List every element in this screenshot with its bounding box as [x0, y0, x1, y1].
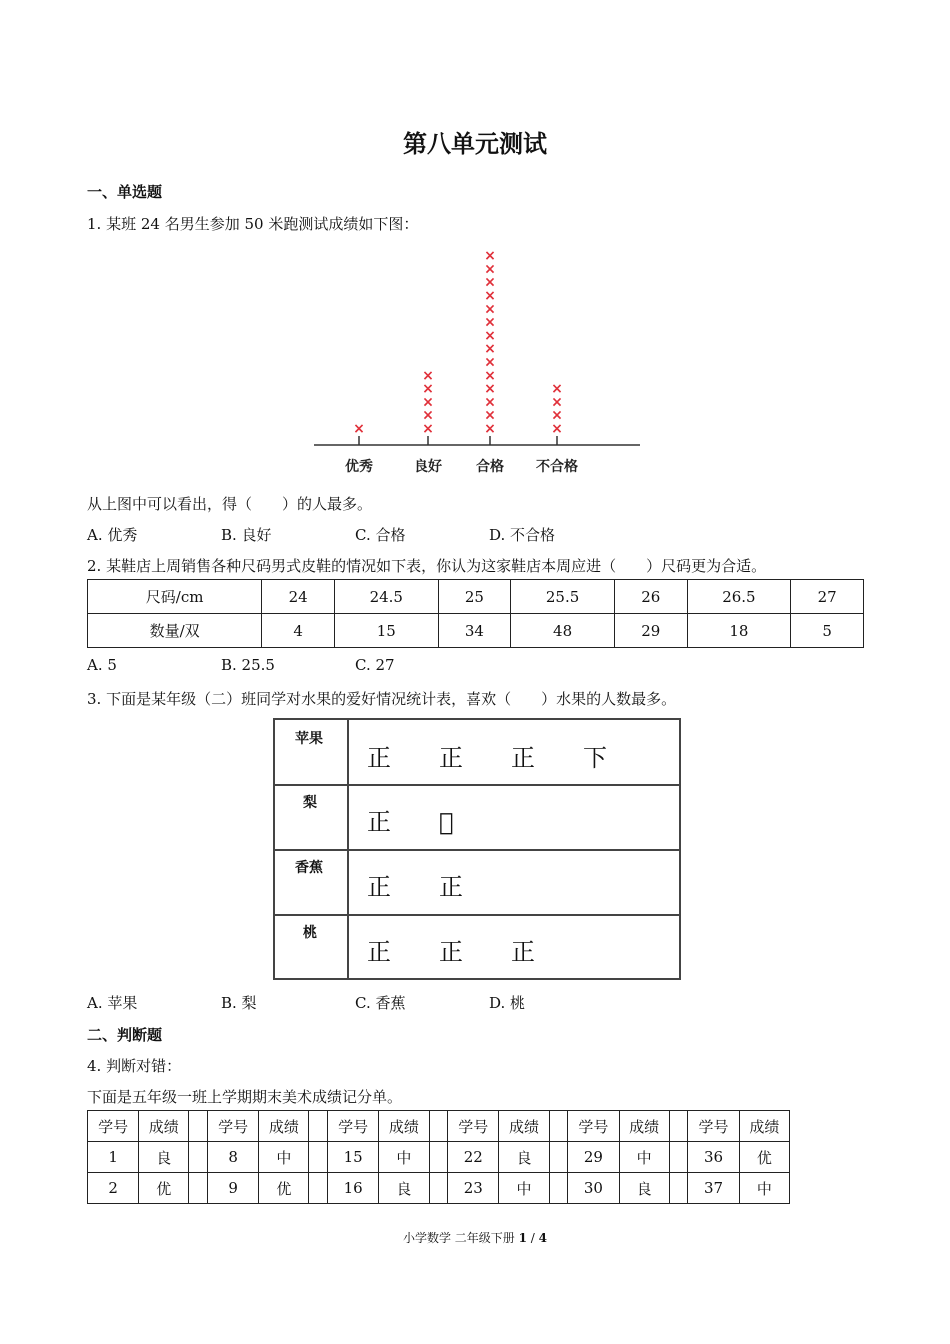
q3-option-a[interactable]: A. 苹果 — [87, 994, 138, 1012]
q3-row-divider — [275, 849, 679, 851]
table-row — [88, 1173, 790, 1204]
q3-fruit-label: 桃 — [303, 925, 317, 941]
table-cell: 2 — [88, 1173, 139, 1204]
table-cell: 8 — [208, 1142, 259, 1173]
section-heading-true-false: 二、判断题 — [87, 1026, 163, 1044]
q3-row-divider — [275, 784, 679, 786]
q1-option-b[interactable]: B. 良好 — [221, 526, 272, 544]
table-row — [88, 580, 864, 614]
spacer-cell — [669, 1173, 688, 1204]
q1-cross-mark: × — [422, 394, 434, 411]
col-header-grade: 成绩 — [259, 1111, 309, 1142]
footer-label: 小学数学 二年级下册 — [402, 1231, 515, 1245]
q1-category-label: 优秀 — [345, 459, 373, 475]
q1-cross-mark: × — [484, 327, 496, 344]
q1-cross-mark: × — [484, 354, 496, 371]
col-header-grade: 成绩 — [379, 1111, 429, 1142]
table-cell: 中 — [379, 1142, 429, 1173]
q3-option-b[interactable]: B. 梨 — [221, 994, 257, 1012]
table-cell: 5 — [791, 614, 864, 648]
spacer-cell — [309, 1173, 328, 1204]
q3-option-d[interactable]: D. 桃 — [489, 994, 526, 1012]
q1-cross-mark: × — [484, 288, 496, 304]
q1-category-label: 不合格 — [536, 459, 578, 475]
q1-cross-mark: × — [484, 394, 496, 411]
spacer-cell — [549, 1173, 568, 1204]
col-header-id: 学号 — [688, 1111, 739, 1142]
col-header-id: 学号 — [448, 1111, 499, 1142]
table-cell: 29 — [568, 1142, 619, 1173]
table-cell: 16 — [328, 1173, 379, 1204]
q1-category-label: 合格 — [476, 459, 504, 475]
q4-text: 4. 判断对错： — [87, 1057, 182, 1075]
footer-page-total: 4 — [538, 1231, 548, 1245]
q2-text: 2. 某鞋店上周销售各种尺码男式皮鞋的情况如下表，你认为这家鞋店本周应进（ ）尺码更为合适。 — [87, 557, 767, 575]
q1-cross-mark: × — [353, 421, 365, 437]
table-cell: 23 — [448, 1173, 499, 1204]
spacer-cell — [669, 1142, 688, 1173]
table-cell: 29 — [614, 614, 687, 648]
table-cell: 25 — [438, 580, 511, 614]
table-row — [88, 614, 864, 648]
q3-tally-marks: 正 正 正 下 — [367, 744, 619, 772]
col-header-id: 学号 — [88, 1111, 139, 1142]
table-cell: 18 — [687, 614, 791, 648]
q2-option-b[interactable]: B. 25.5 — [221, 656, 275, 674]
table-cell: 34 — [438, 614, 511, 648]
table-cell: 36 — [688, 1142, 739, 1173]
table-cell: 优 — [739, 1142, 789, 1173]
q2-size-table — [87, 579, 864, 648]
q1-option-a[interactable]: A. 优秀 — [87, 526, 138, 544]
q1-option-d[interactable]: D. 不合格 — [489, 526, 556, 544]
q1-cross-mark: × — [484, 341, 496, 358]
q2-option-a[interactable]: A. 5 — [87, 656, 117, 674]
table-cell: 37 — [688, 1173, 739, 1204]
q3-option-c[interactable]: C. 香蕉 — [355, 994, 406, 1012]
table-cell: 4 — [262, 614, 335, 648]
page-footer — [0, 1229, 950, 1246]
spacer-cell — [429, 1111, 448, 1142]
q1-cross-mark: × — [551, 407, 563, 424]
table-cell: 良 — [619, 1173, 669, 1204]
q3-text: 3. 下面是某年级（二）班同学对水果的爱好情况统计表，喜欢（ ）水果的人数最多。 — [87, 690, 677, 708]
q3-fruit-label: 梨 — [303, 795, 317, 811]
page-title: 第八单元测试 — [403, 130, 547, 158]
footer-page-number: 1 — [518, 1231, 527, 1245]
table-cell: 优 — [139, 1173, 189, 1204]
spacer-cell — [309, 1111, 328, 1142]
spacer-cell — [549, 1142, 568, 1173]
table-cell: 27 — [791, 580, 864, 614]
col-header-id: 学号 — [208, 1111, 259, 1142]
q1-cross-mark: × — [422, 367, 434, 384]
q3-fruit-label: 苹果 — [295, 731, 323, 747]
table-row — [88, 1142, 790, 1173]
q1-cross-mark: × — [551, 421, 563, 437]
table-cell: 15 — [328, 1142, 379, 1173]
q1-cross-mark: × — [484, 274, 496, 291]
q1-cross-mark: × — [422, 407, 434, 424]
spacer-cell — [309, 1142, 328, 1173]
table-cell: 中 — [739, 1173, 789, 1204]
col-header-grade: 成绩 — [139, 1111, 189, 1142]
q4-subtext: 下面是五年级一班上学期期末美术成绩记分单。 — [87, 1088, 403, 1106]
q2-row1-label: 尺码/cm — [88, 580, 262, 614]
table-cell: 良 — [499, 1142, 549, 1173]
q3-tally-marks: 正 正 正 — [367, 938, 547, 966]
q1-cross-mark: × — [551, 394, 563, 411]
table-cell: 30 — [568, 1173, 619, 1204]
q1-cross-mark: × — [484, 301, 496, 318]
table-cell: 中 — [259, 1142, 309, 1173]
spacer-cell — [189, 1142, 208, 1173]
col-header-grade: 成绩 — [499, 1111, 549, 1142]
q4-score-table — [87, 1110, 790, 1204]
spacer-cell — [429, 1173, 448, 1204]
q2-option-c[interactable]: C. 27 — [355, 656, 395, 674]
table-cell: 15 — [334, 614, 438, 648]
table-cell: 24 — [262, 580, 335, 614]
q1-cross-mark: × — [484, 261, 496, 278]
col-header-id: 学号 — [568, 1111, 619, 1142]
q1-cross-mark: × — [484, 248, 496, 265]
table-cell: 25.5 — [511, 580, 615, 614]
q1-cross-mark: × — [484, 421, 496, 437]
q1-cross-mark: × — [422, 421, 434, 437]
table-cell: 26.5 — [687, 580, 791, 614]
table-cell: 26 — [614, 580, 687, 614]
spacer-cell — [189, 1173, 208, 1204]
footer-separator: / — [530, 1231, 535, 1245]
col-header-id: 学号 — [328, 1111, 379, 1142]
q1-cross-mark: × — [551, 381, 563, 398]
col-header-grade: 成绩 — [739, 1111, 789, 1142]
q1-cross-mark: × — [484, 367, 496, 384]
table-cell: 24.5 — [334, 580, 438, 614]
spacer-cell — [669, 1111, 688, 1142]
q1-dot-plot — [300, 245, 650, 480]
table-cell: 9 — [208, 1173, 259, 1204]
spacer-cell — [189, 1111, 208, 1142]
table-cell: 22 — [448, 1142, 499, 1173]
table-cell: 48 — [511, 614, 615, 648]
col-header-grade: 成绩 — [619, 1111, 669, 1142]
q1-cross-mark: × — [422, 381, 434, 398]
q3-row-divider — [275, 914, 679, 916]
table-cell: 良 — [139, 1142, 189, 1173]
table-cell: 中 — [499, 1173, 549, 1204]
q1-cross-mark: × — [484, 381, 496, 398]
spacer-cell — [429, 1142, 448, 1173]
table-cell: 良 — [379, 1173, 429, 1204]
section-heading-single-choice: 一、单选题 — [87, 183, 163, 201]
q1-text: 1. 某班 24 名男生参加 50 米跑测试成绩如下图： — [87, 215, 419, 233]
q1-category-label: 良好 — [414, 459, 442, 475]
q1-question: 从上图中可以看出，得（ ）的人最多。 — [87, 495, 373, 513]
table-cell: 中 — [619, 1142, 669, 1173]
q1-option-c[interactable]: C. 合格 — [355, 526, 406, 544]
q1-cross-mark: × — [484, 314, 496, 331]
spacer-cell — [549, 1111, 568, 1142]
table-cell: 优 — [259, 1173, 309, 1204]
q3-tally-table — [273, 718, 681, 980]
table-row — [88, 1111, 790, 1142]
q3-fruit-label: 香蕉 — [295, 860, 323, 876]
q1-cross-mark: × — [484, 407, 496, 424]
q3-tally-marks: 正 正 — [367, 873, 475, 901]
q2-row2-label: 数量/双 — [88, 614, 262, 648]
q3-tally-marks: 正 𬼀 — [367, 808, 466, 836]
table-cell: 1 — [88, 1142, 139, 1173]
